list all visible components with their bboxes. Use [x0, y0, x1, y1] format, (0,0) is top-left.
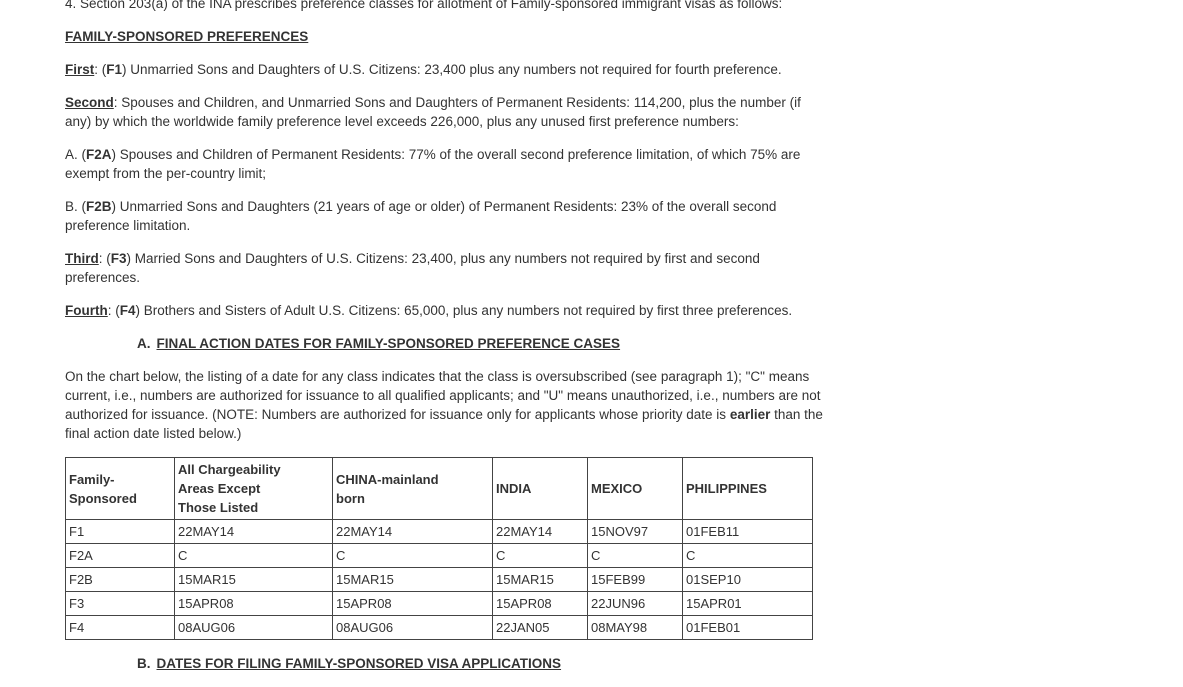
chart-note-before: On the chart below, the listing of a date for any class indicates that the class is oversubscribed (see paragraph 1); "C" means current, i.e., numbers are authorized for issuance to all qualified applicants; and "U" means unauthorized, i.e., numbers are not authorized for issuance. (NOTE: Numbers are authorized for issuance only for applicants whose priority date is	[65, 369, 821, 422]
pref-first-label: First	[65, 62, 95, 77]
section-heading	[65, 27, 825, 46]
section-b-letter: B.	[137, 656, 151, 671]
table-cell: C	[588, 544, 683, 568]
pref-f2b-text: ) Unmarried Sons and Daughters (21 years of age or older) of Permanent Residents: 23% of the overall second preference limitation.	[65, 199, 777, 233]
table-cell: 08AUG06	[175, 616, 333, 640]
pref-first-sep: : (	[94, 62, 107, 77]
table-cell: F2A	[66, 544, 175, 568]
table-cell: 15APR08	[175, 592, 333, 616]
table-row	[66, 616, 813, 640]
pref-fourth-text: ) Brothers and Sisters of Adult U.S. Citizens: 65,000, plus any numbers not required by first three preferences.	[135, 303, 793, 318]
header-philippines	[683, 458, 813, 520]
header-line: Those Listed	[178, 500, 259, 515]
table-cell: F4	[66, 616, 175, 640]
pref-f2b-prefix: B. (	[65, 199, 87, 214]
pref-f2a-code: F2A	[86, 147, 112, 162]
final-action-dates-table	[65, 457, 813, 640]
table-cell: 22MAY14	[493, 520, 588, 544]
table-cell: 15APR08	[333, 592, 493, 616]
header-china	[333, 458, 493, 520]
table-cell: 22MAY14	[333, 520, 493, 544]
pref-third-text: ) Married Sons and Daughters of U.S. Citizens: 23,400, plus any numbers not required by first and second preferences.	[65, 251, 760, 285]
header-line: Areas Except	[178, 481, 261, 496]
table-cell: C	[333, 544, 493, 568]
pref-fourth-code: F4	[119, 303, 136, 318]
header-line: Sponsored	[69, 490, 137, 506]
header-line: CHINA-mainland	[336, 471, 439, 487]
table-cell: 22JUN96	[588, 592, 683, 616]
table-cell: 15FEB99	[588, 568, 683, 592]
document-body	[65, 0, 825, 687]
pref-fourth-sep: : (	[107, 303, 120, 318]
table-cell: C	[683, 544, 813, 568]
section-a-heading	[137, 334, 825, 353]
pref-fourth-label: Fourth	[65, 303, 108, 318]
pref-first-code: F1	[106, 62, 123, 77]
header-line: PHILIPPINES	[686, 481, 767, 496]
table-cell: 15APR01	[683, 592, 813, 616]
pref-second	[65, 93, 825, 131]
table-cell: 01FEB11	[683, 520, 813, 544]
pref-third-label: Third	[65, 251, 99, 266]
header-line: All Chargeability	[178, 462, 281, 477]
pref-second-text: : Spouses and Children, and Unmarried Sons and Daughters of Permanent Residents: 114,200, plus the number (if any) by which the worldwide family preference level exceeds 226,000, plus any unused first preference numbers:	[65, 95, 801, 129]
table-cell: 01FEB01	[683, 616, 813, 640]
section-b-heading	[137, 654, 825, 673]
table-row	[66, 568, 813, 592]
table-cell: F3	[66, 592, 175, 616]
table-cell: 08AUG06	[333, 616, 493, 640]
table-cell: C	[175, 544, 333, 568]
table-cell: 15MAR15	[493, 568, 588, 592]
table-cell: 15NOV97	[588, 520, 683, 544]
header-all-chargeability	[175, 458, 333, 520]
pref-f2a	[65, 145, 825, 183]
family-preferences-heading: FAMILY-SPONSORED PREFERENCES	[65, 29, 309, 44]
pref-third-code: F3	[110, 251, 127, 266]
table-cell: 22JAN05	[493, 616, 588, 640]
table-cell: F1	[66, 520, 175, 544]
section-b-title: DATES FOR FILING FAMILY-SPONSORED VISA APPLICATIONS	[156, 656, 562, 671]
table-row	[66, 592, 813, 616]
header-family-sponsored	[66, 458, 175, 520]
pref-first	[65, 60, 825, 79]
header-line: INDIA	[496, 481, 532, 496]
table-cell: 15MAR15	[333, 568, 493, 592]
table-cell: 08MAY98	[588, 616, 683, 640]
pref-first-text: ) Unmarried Sons and Daughters of U.S. Citizens: 23,400 plus any numbers not required for fourth preference.	[122, 62, 782, 77]
table-row	[66, 520, 813, 544]
pref-fourth	[65, 301, 825, 320]
pref-f2a-text: ) Spouses and Children of Permanent Residents: 77% of the overall second preference limitation, of which 75% are exempt from the per-country limit;	[65, 147, 801, 181]
table-cell: 15APR08	[493, 592, 588, 616]
table-cell: C	[493, 544, 588, 568]
table-header-row	[66, 458, 813, 520]
table-cell: 01SEP10	[683, 568, 813, 592]
header-line: born	[336, 490, 365, 506]
header-mexico	[588, 458, 683, 520]
pref-third-sep: : (	[98, 251, 111, 266]
pref-f2b-code: F2B	[86, 199, 112, 214]
chart-note	[65, 367, 825, 443]
table-cell: 22MAY14	[175, 520, 333, 544]
chart-note-bold: earlier	[729, 407, 771, 422]
section-a-letter: A.	[137, 336, 151, 351]
pref-f2a-prefix: A. (	[65, 147, 87, 162]
header-line: MEXICO	[591, 481, 643, 496]
section-a-title: FINAL ACTION DATES FOR FAMILY-SPONSORED PREFERENCE CASES	[156, 336, 621, 351]
table-cell: 15MAR15	[175, 568, 333, 592]
table-cell: F2B	[66, 568, 175, 592]
pref-second-label: Second	[65, 95, 114, 110]
pref-third	[65, 249, 825, 287]
header-line: Family-	[69, 471, 115, 487]
intro-line: 4. Section 203(a) of the INA prescribes preference classes for allotment of Family-sponsored immigrant visas as follows:	[65, 0, 783, 11]
pref-f2b	[65, 197, 825, 235]
header-india	[493, 458, 588, 520]
table-row	[66, 544, 813, 568]
chart-note-after: than the final action date listed below.)	[65, 407, 823, 441]
